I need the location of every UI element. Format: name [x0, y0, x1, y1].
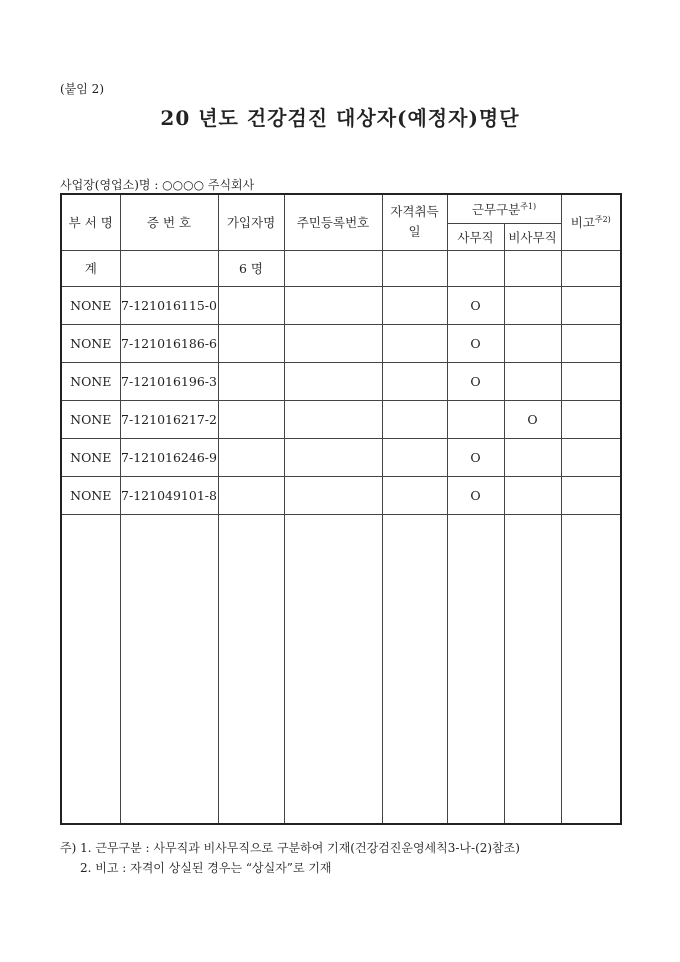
- document-title: 20 년도 건강검진 대상자(예정자)명단: [160, 106, 520, 130]
- row-qual-date: [382, 438, 447, 476]
- row-office: O: [447, 286, 504, 324]
- header-resident-no: 주민등록번호: [284, 194, 382, 250]
- header-qual-date-line1: 자격취득: [390, 204, 439, 220]
- header-subscriber: 가입자명: [218, 194, 284, 250]
- row-qual-date: [382, 362, 447, 400]
- footnotes: [60, 838, 520, 878]
- row-office: O: [447, 324, 504, 362]
- row-qual-date: [382, 400, 447, 438]
- row-subscriber: [218, 324, 284, 362]
- row-subscriber: [218, 286, 284, 324]
- blank-cell: [447, 514, 504, 824]
- row-resident-no: [284, 324, 382, 362]
- workplace-name: 사업장(영업소)명 : ○○○○ 주식회사: [60, 178, 255, 192]
- row-cert: 7-121016196-3: [120, 362, 218, 400]
- row-resident-no: [284, 476, 382, 514]
- header-cert-no: 증 번 호: [120, 194, 218, 250]
- row-dept: NONE: [61, 476, 120, 514]
- total-count: 6 명: [218, 250, 284, 286]
- row-remarks: [561, 476, 621, 514]
- blank-cell: [561, 514, 621, 824]
- row-subscriber: [218, 438, 284, 476]
- row-subscriber: [218, 476, 284, 514]
- row-non-office: [504, 324, 561, 362]
- row-cert: 7-121016186-6: [120, 324, 218, 362]
- total-empty-2: [382, 250, 447, 286]
- blank-cell: [382, 514, 447, 824]
- row-resident-no: [284, 286, 382, 324]
- row-office: [447, 400, 504, 438]
- blank-cell: [61, 514, 120, 824]
- total-label: 계: [61, 250, 120, 286]
- header-qual-date: [382, 194, 447, 250]
- attachment-label: (붙임 2): [60, 82, 104, 96]
- header-remarks-note: 주2): [594, 215, 611, 225]
- row-resident-no: [284, 362, 382, 400]
- header-work-type-label: 근무구분: [471, 201, 521, 217]
- row-dept: NONE: [61, 400, 120, 438]
- row-non-office: [504, 476, 561, 514]
- row-office: O: [447, 476, 504, 514]
- blank-rows-area: [61, 514, 621, 824]
- row-cert: 7-121016246-9: [120, 438, 218, 476]
- row-resident-no: [284, 400, 382, 438]
- table-row: [61, 362, 621, 400]
- header-work-type: [447, 194, 561, 223]
- total-empty-4: [504, 250, 561, 286]
- row-remarks: [561, 324, 621, 362]
- row-cert: 7-121016115-0: [120, 286, 218, 324]
- table-row: [61, 324, 621, 362]
- header-qual-date-line2: 일: [408, 224, 421, 240]
- table-row: [61, 476, 621, 514]
- footnote-1: 주) 1. 근무구분 : 사무직과 비사무직으로 구분하여 기재(건강검진운영세칙3-나-(2)참조): [60, 841, 520, 855]
- total-empty-3: [447, 250, 504, 286]
- row-qual-date: [382, 324, 447, 362]
- table-row: [61, 400, 621, 438]
- row-dept: NONE: [61, 438, 120, 476]
- total-empty-5: [561, 250, 621, 286]
- row-subscriber: [218, 400, 284, 438]
- row-qual-date: [382, 286, 447, 324]
- row-office: O: [447, 362, 504, 400]
- row-dept: NONE: [61, 286, 120, 324]
- header-office: 사무직: [447, 223, 504, 250]
- row-remarks: [561, 362, 621, 400]
- header-department: 부 서 명: [61, 194, 120, 250]
- blank-cell: [218, 514, 284, 824]
- total-cert: [120, 250, 218, 286]
- blank-cell: [504, 514, 561, 824]
- header-remarks-label: 비고: [570, 215, 595, 231]
- table-row: [61, 438, 621, 476]
- roster-table: [60, 193, 622, 825]
- table-row: [61, 286, 621, 324]
- row-non-office: O: [504, 400, 561, 438]
- blank-cell: [284, 514, 382, 824]
- blank-cell: [120, 514, 218, 824]
- header-row: [61, 194, 621, 223]
- row-remarks: [561, 286, 621, 324]
- row-remarks: [561, 438, 621, 476]
- footnote-2: 2. 비고 : 자격이 상실된 경우는 “상실자”로 기재: [80, 861, 332, 875]
- row-remarks: [561, 400, 621, 438]
- row-office: O: [447, 438, 504, 476]
- row-non-office: [504, 438, 561, 476]
- row-subscriber: [218, 362, 284, 400]
- total-row: [61, 250, 621, 286]
- row-qual-date: [382, 476, 447, 514]
- total-empty-1: [284, 250, 382, 286]
- row-resident-no: [284, 438, 382, 476]
- row-non-office: [504, 286, 561, 324]
- row-cert: 7-121049101-8: [120, 476, 218, 514]
- row-cert: 7-121016217-2: [120, 400, 218, 438]
- row-non-office: [504, 362, 561, 400]
- row-dept: NONE: [61, 324, 120, 362]
- row-dept: NONE: [61, 362, 120, 400]
- header-remarks: [561, 194, 621, 250]
- header-work-type-note: 주1): [520, 201, 537, 211]
- header-non-office: 비사무직: [504, 223, 561, 250]
